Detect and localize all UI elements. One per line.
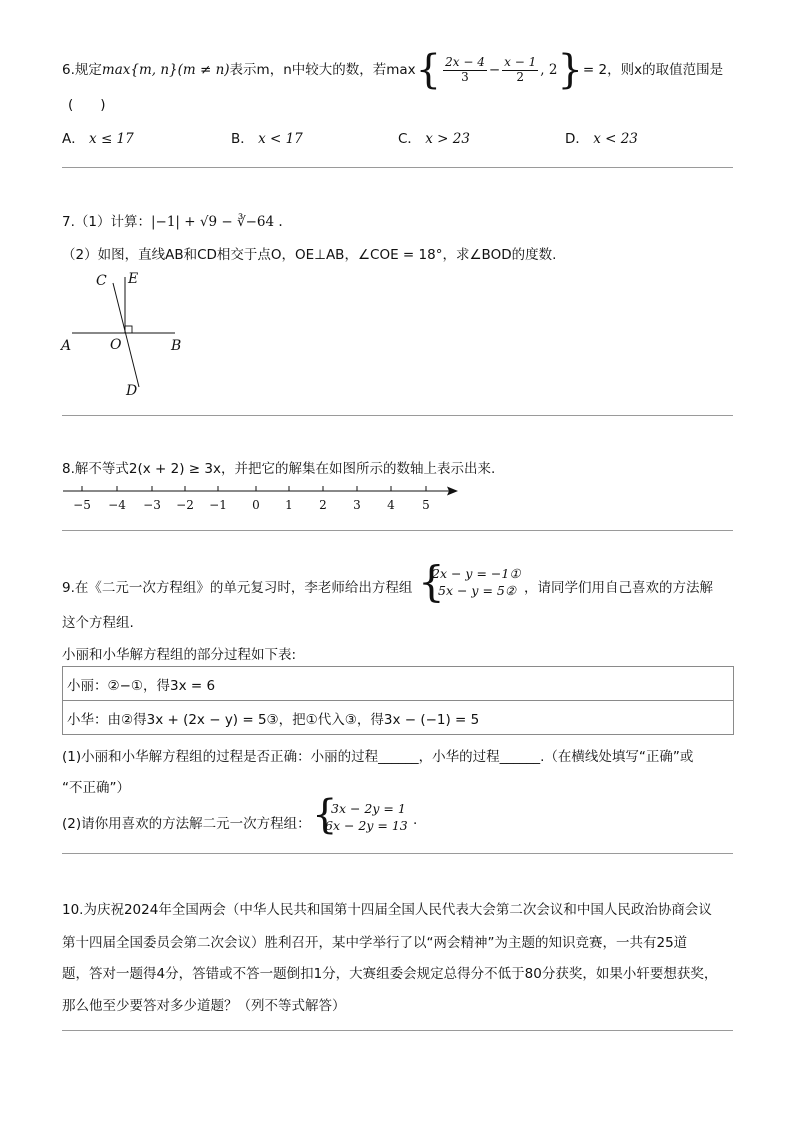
q9-system-brace: { bbox=[418, 557, 445, 606]
q10-line-3: 题，答对一题得4分，答错或不答一题倒扣1分，大赛组委会规定总得分不低于80分获奖，如果小轩要想获奖， bbox=[62, 966, 718, 982]
label-a: A bbox=[61, 338, 72, 354]
q7-expression: |−1| + √9 − ∛−64 . bbox=[150, 214, 283, 230]
label-e: E bbox=[128, 271, 139, 287]
q7-part2: （2）如图，直线AB和CD相交于点O，OE⊥AB，∠COE = 18°，求∠BOD的度数. bbox=[62, 247, 557, 263]
q8-stem: 8.解不等式2(x + 2) ≥ 3x，并把它的解集在如图所示的数轴上表示出来. bbox=[62, 461, 496, 477]
q9-part2: (2)请你用喜欢的方法解二元一次方程组： bbox=[62, 816, 311, 832]
q7-part1: 7.（1）计算：|−1| + √9 − ∛−64 . bbox=[62, 214, 283, 230]
right-angle-mark bbox=[125, 326, 132, 333]
q9-solution-table bbox=[62, 666, 734, 735]
q6-stem-middle: 表示m，n中较大的数，若max bbox=[229, 62, 416, 78]
tick-label: 0 bbox=[252, 498, 260, 512]
q9-equation-1: 2x − y = −1① bbox=[432, 566, 521, 581]
q8-number-line bbox=[60, 480, 470, 516]
q9-stem-suffix: ，请同学们用自己喜欢的方法解 bbox=[524, 580, 713, 596]
q6-option-d[interactable]: D． x < 23 bbox=[565, 131, 638, 147]
tick-label: −3 bbox=[143, 498, 161, 512]
q6-stem bbox=[62, 47, 724, 93]
tick-label: 3 bbox=[353, 498, 361, 512]
divider bbox=[62, 1030, 733, 1031]
q7-geometry-figure bbox=[58, 265, 198, 400]
divider bbox=[62, 530, 733, 531]
q9-part1-line1: (1)小丽和小华解方程组的过程是否正确：小丽的过程______，小华的过程______.（在横线处填写“正确”或 bbox=[62, 749, 694, 765]
q9-system bbox=[432, 565, 521, 599]
table-row bbox=[63, 701, 734, 735]
tick-label: −1 bbox=[209, 498, 227, 512]
q6-right-brace: } bbox=[557, 47, 583, 93]
q9-part1-line2: “不正确”） bbox=[62, 780, 130, 796]
q9-stem-line2: 这个方程组. bbox=[62, 615, 134, 631]
q6-stem-suffix: = 2，则x的取值范围是 bbox=[582, 62, 724, 78]
q6-fraction-1: $\frac{2x - 4}{3}$ bbox=[445, 55, 485, 84]
table-row bbox=[63, 667, 734, 701]
label-d: D bbox=[126, 383, 138, 399]
divider bbox=[62, 853, 733, 854]
divider bbox=[62, 415, 733, 416]
tick-label: 2 bbox=[319, 498, 327, 512]
q6-stem-prefix: 6.规定 bbox=[62, 62, 102, 78]
q10-line-1: 10.为庆祝2024年全国两会（中华人民共和国第十四届全国人民代表大会第二次会议和中国人民政治协商会议 bbox=[62, 902, 712, 918]
q6-minus: − bbox=[488, 62, 501, 78]
tick-label: 5 bbox=[422, 498, 430, 512]
label-b: B bbox=[171, 338, 182, 354]
label-o: O bbox=[110, 337, 122, 353]
q9-part2-brace: { bbox=[312, 792, 338, 838]
q10-line-2: 第十四届全国委员会第二次会议）胜利召开，某中学举行了以“两会精神”为主题的知识竞赛，一共有25道 bbox=[62, 935, 688, 951]
q9-part2-eq2: 6x − 2y = 13 bbox=[325, 818, 408, 833]
xiaoli-process: 小丽：②−①，得3x = 6 bbox=[63, 667, 734, 701]
q9-table-intro: 小丽和小华解方程组的部分过程如下表: bbox=[62, 647, 297, 663]
tick-label: 1 bbox=[285, 498, 293, 512]
label-c: C bbox=[96, 273, 107, 289]
q6-fraction-2: $\frac{x - 1}{2}$ bbox=[504, 55, 537, 84]
tick-label: −5 bbox=[73, 498, 91, 512]
q6-option-a[interactable]: A． x ≤ 17 bbox=[62, 131, 134, 147]
q6-tail: , 2 bbox=[540, 62, 558, 78]
q10-line-4: 那么他至少要答对多少道题？（列不等式解答） bbox=[62, 998, 346, 1014]
q9-part2-eq1: 3x − 2y = 1 bbox=[331, 801, 406, 816]
q9-part2-period: . bbox=[413, 812, 418, 828]
q6-option-b[interactable]: B． x < 17 bbox=[231, 131, 303, 147]
q9-equation-2: 5x − y = 5② bbox=[438, 583, 517, 598]
q6-left-brace: { bbox=[415, 47, 442, 93]
q6-option-c[interactable]: C． x > 23 bbox=[398, 131, 470, 147]
tick-label: −4 bbox=[108, 498, 126, 512]
divider bbox=[62, 167, 733, 168]
q6-max-definition: max{m, n}(m ≠ n) bbox=[101, 62, 230, 78]
tick-label: 4 bbox=[387, 498, 395, 512]
q9-part2-system bbox=[325, 800, 408, 834]
xiaohua-process: 小华：由②得3x + (2x − y) = 5③，把①代入③，得3x − (−1) = 5 bbox=[63, 701, 734, 735]
q6-answer-paren: ( ) bbox=[68, 97, 106, 113]
q9-stem: 9.在《二元一次方程组》的单元复习时，李老师给出方程组 bbox=[62, 580, 413, 596]
line-cd bbox=[113, 283, 139, 387]
tick-label: −2 bbox=[176, 498, 194, 512]
